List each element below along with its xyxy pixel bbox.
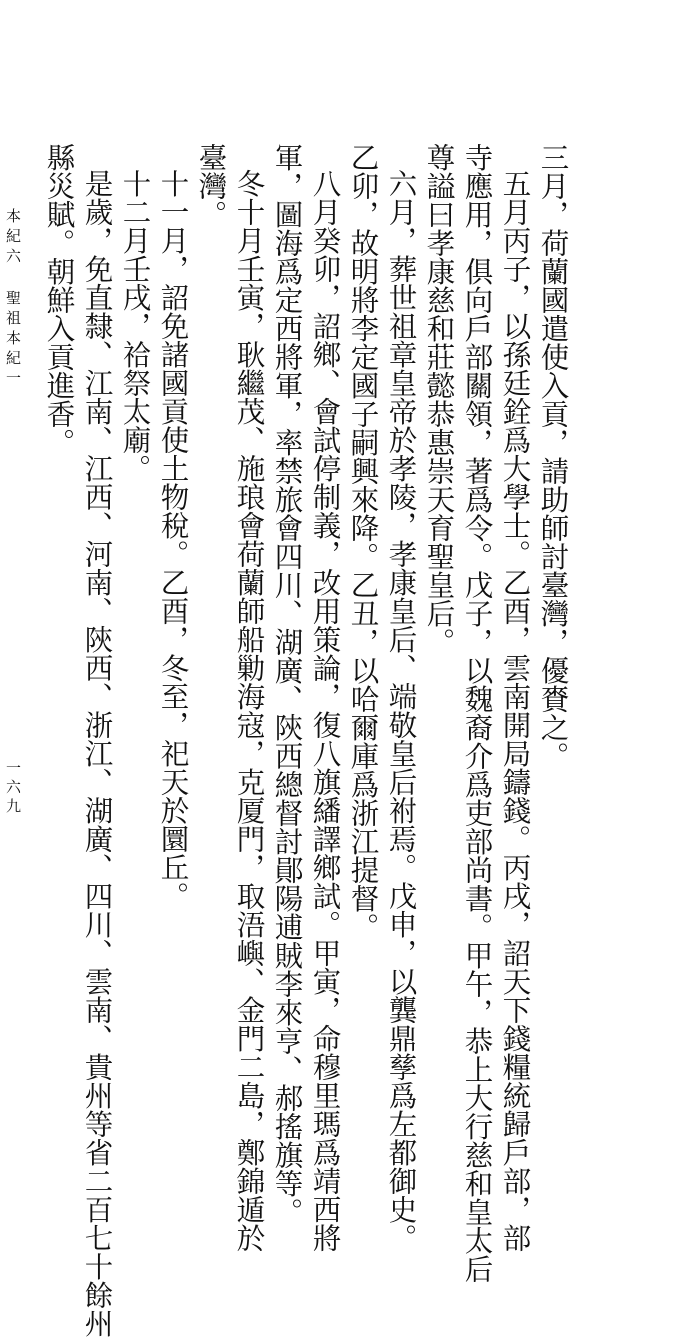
text-column-2: 五月丙子，以孫廷銓爲大學士。乙酉，雲南開局鑄錢。丙戌，詔天下錢糧統歸戶部，部 xyxy=(498,169,532,1252)
chapter-label: 本紀六 xyxy=(4,208,22,268)
text-column-3: 寺應用，俱向戶部關領，著爲令。戊子，以魏裔介爲吏部尚書。甲午，恭上大行慈和皇太后 xyxy=(460,143,494,1283)
text-column-8: 軍，圖海爲定西將軍，率禁旅會四川、湖廣、陝西總督討鄖陽逋賊李來亨、郝搖旗等。 xyxy=(270,143,304,1226)
text-column-6: 乙卯，故明將李定國子嗣興來降。乙丑，以哈爾庫爲浙江提督。 xyxy=(346,143,380,941)
book-title: 聖祖本紀一 xyxy=(4,290,22,390)
text-column-1: 三月，荷蘭國遣使入貢，請助師討臺灣，優賚之。 xyxy=(536,143,570,770)
text-column-12: 十二月壬戌，祫祭太廟。 xyxy=(118,169,152,483)
text-column-7: 八月癸卯，詔鄉、會試停制義，改用策論，復八旗繙譯鄉試。甲寅，命穆里瑪爲靖西將 xyxy=(308,169,342,1252)
text-column-14: 縣災賦。朝鮮入貢進香。 xyxy=(42,143,76,457)
text-column-5: 六月，葬世祖章皇帝於孝陵，孝康皇后、端敬皇后祔焉。戊申，以龔鼎孳爲左都御史。 xyxy=(384,169,418,1252)
text-column-13: 是歲，免直隸、江南、江西、河南、陝西、浙江、湖廣、四川、雲南、貴州等省二百七十餘州 xyxy=(80,169,114,1338)
text-column-4: 尊謚曰孝康慈和莊懿恭惠崇天育聖皇后。 xyxy=(422,143,456,656)
text-column-9: 冬十月壬寅，耿繼茂、施琅會荷蘭師船勦海寇，克厦門，取浯嶼、金門二島，鄭錦遁於 xyxy=(232,169,266,1252)
text-column-11: 十一月，詔免諸國貢使土物稅。乙酉，冬至，祀天於圜丘。 xyxy=(156,169,190,910)
text-column-10: 臺灣。 xyxy=(194,143,228,229)
page-number: 一六九 xyxy=(4,760,22,817)
